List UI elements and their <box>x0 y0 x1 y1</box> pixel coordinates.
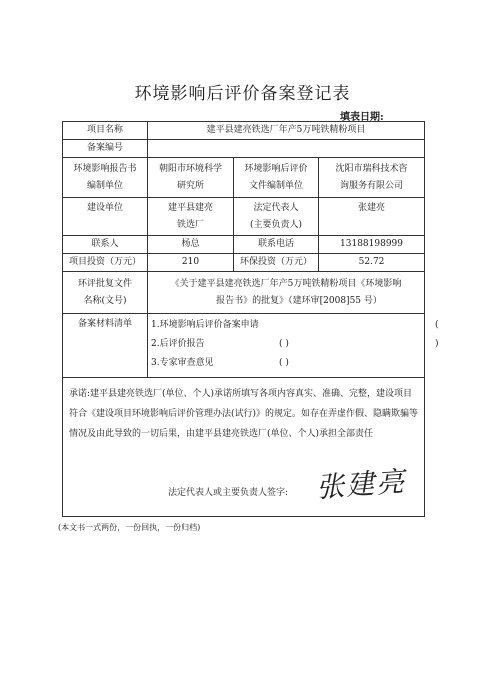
material-item-text: 1.环境影响后评价备案申请 <box>151 320 259 330</box>
material-item <box>151 335 421 354</box>
material-item-text: 3.专家审查意见 <box>151 358 214 368</box>
post-eval-unit-label-line2: 文件编制单位 <box>248 180 303 191</box>
row-materials <box>63 314 425 378</box>
approval-label-line2: 名称(文号) <box>83 295 127 306</box>
post-eval-unit-value-line2: 询服务有限公司 <box>340 180 404 191</box>
sign-label: 法定代表人或主要负责人签字: <box>168 488 289 498</box>
record-no-value <box>148 140 425 158</box>
materials-list <box>148 314 439 378</box>
post-eval-unit-value <box>319 158 425 198</box>
report-unit-label-line1: 环境影响报告书 <box>73 163 137 174</box>
approval-value-line1: 《关于建平县建亮铁选厂年产5万吨铁精粉项目《环境影响 <box>170 278 402 289</box>
env-investment-label: 环保投资（万元） <box>234 254 319 272</box>
report-unit-value <box>148 158 234 198</box>
material-item <box>151 354 421 373</box>
approval-label <box>63 272 148 314</box>
builder-value <box>148 198 234 236</box>
row-contact <box>63 236 425 254</box>
promise-statement: 承诺:建平县建亮铁选厂(单位、个人)承诺所填写各项内容真实、准确、完整，建设项目符合《建设项目环境影响后评价管理办法(试行)》的规定。如存在弄虚作假、隐瞒欺骗等情况及由此导致的一切后果，由建平县建亮铁选厂(单位、个人)承担全部责任 <box>63 378 425 517</box>
post-eval-unit-value-line1: 沈阳市瑞科技术咨 <box>335 163 408 174</box>
row-approval <box>63 272 425 314</box>
report-unit-label <box>63 158 148 198</box>
contact-value: 杨总 <box>148 236 234 254</box>
approval-value <box>148 272 425 314</box>
record-form-table <box>62 121 439 517</box>
row-investment <box>63 254 425 272</box>
record-no-label: 备案编号 <box>63 140 148 158</box>
fill-date-label: 填表日期: <box>340 112 384 123</box>
legal-rep-label-line2: (主要负责人) <box>249 219 303 230</box>
legal-rep-label-line1: 法定代表人 <box>253 202 299 213</box>
project-name-label: 项目名称 <box>63 122 148 140</box>
row-units <box>63 158 425 198</box>
materials-label: 备案材料清单 <box>63 314 148 378</box>
post-eval-unit-label-line1: 环境影响后评价 <box>244 163 308 174</box>
contact-label: 联系人 <box>63 236 148 254</box>
row-record-no <box>63 140 425 158</box>
report-unit-label-line2: 编制单位 <box>86 180 123 191</box>
material-item-checkbox[interactable]: ( ) <box>279 339 289 349</box>
builder-value-line2: 铁选厂 <box>176 219 204 230</box>
row-builder <box>63 198 425 236</box>
material-item-checkbox[interactable]: ( ) <box>279 358 289 368</box>
material-item-checkbox[interactable]: ( ) <box>435 320 439 349</box>
env-investment-value: 52.72 <box>319 254 425 272</box>
phone-value: 13188198999 <box>319 236 425 254</box>
footer-note: (本文书一式两份，一份回执，一份归档) <box>58 523 201 532</box>
document-title: 环境影响后评价备案登记表 <box>134 84 351 104</box>
post-eval-unit-label <box>234 158 319 198</box>
legal-rep-value: 张建亮 <box>319 198 425 236</box>
material-item-text: 2.后评价报告 <box>151 339 205 349</box>
project-name-value: 建平县建亮铁选厂年产5万吨铁精粉项目 <box>148 122 425 140</box>
builder-value-line1: 建平县建亮 <box>167 202 213 213</box>
report-unit-value-line1: 朝阳市环境科学 <box>158 163 222 174</box>
legal-rep-label <box>234 198 319 236</box>
report-unit-value-line2: 研究所 <box>176 180 204 191</box>
row-project-name <box>63 122 425 140</box>
approval-label-line1: 环评批复文件 <box>77 278 132 289</box>
handwritten-signature: 张建亮 <box>315 464 408 505</box>
approval-value-line2: 报告书》的批复》（建环审[2008]55 号） <box>216 295 382 306</box>
investment-value: 210 <box>148 254 234 272</box>
builder-label: 建设单位 <box>63 198 148 236</box>
investment-label: 项目投资（万元） <box>63 254 148 272</box>
phone-label: 联系电话 <box>234 236 319 254</box>
